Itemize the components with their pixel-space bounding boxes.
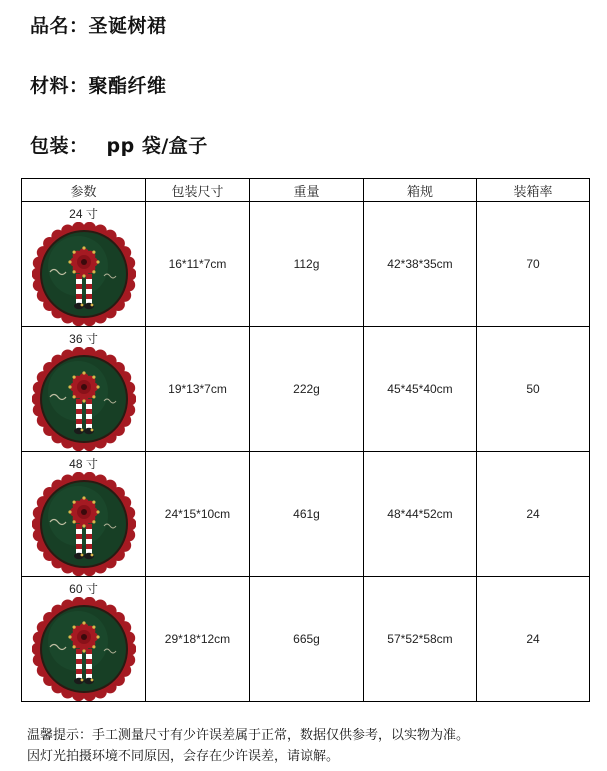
packing-rate-cell: 24 (477, 452, 590, 577)
table-row (22, 202, 590, 327)
material-line (30, 71, 167, 98)
col-header-params: 参数 (22, 179, 146, 202)
size-label: 36 寸 (69, 332, 98, 346)
carton-cell: 42*38*35cm (364, 202, 477, 327)
param-cell (22, 202, 146, 327)
notice-line-2: 因灯光拍摄环境不同原因，会存在少许误差，请谅解。 (27, 749, 340, 764)
table-row (22, 452, 590, 577)
material-value: 聚酯纤维 (88, 75, 167, 97)
product-name-line (30, 11, 167, 38)
param-cell (22, 327, 146, 452)
package-size-cell: 19*13*7cm (146, 327, 250, 452)
param-cell (22, 577, 146, 702)
col-header-package-size: 包装尺寸 (146, 179, 250, 202)
tree-skirt-image (32, 222, 136, 326)
tree-skirt-image (32, 347, 136, 451)
size-label: 48 寸 (69, 457, 98, 471)
weight-cell: 461g (250, 452, 364, 577)
package-size-cell: 16*11*7cm (146, 202, 250, 327)
col-header-carton: 箱规 (364, 179, 477, 202)
param-cell (22, 452, 146, 577)
material-label: 材料： (30, 75, 89, 97)
size-label: 60 寸 (69, 582, 98, 596)
spec-table (21, 178, 590, 702)
weight-cell: 112g (250, 202, 364, 327)
packing-rate-cell: 50 (477, 327, 590, 452)
size-label: 24 寸 (69, 207, 98, 221)
tree-skirt-image (32, 597, 136, 701)
packaging-line (30, 131, 208, 158)
carton-cell: 48*44*52cm (364, 452, 477, 577)
package-size-cell: 29*18*12cm (146, 577, 250, 702)
product-name-label: 品名： (30, 15, 89, 37)
col-header-weight: 重量 (250, 179, 364, 202)
packaging-value: pp 袋/盒子 (106, 135, 208, 157)
weight-cell: 222g (250, 327, 364, 452)
carton-cell: 45*45*40cm (364, 327, 477, 452)
table-header-row (22, 179, 590, 202)
packing-rate-cell: 24 (477, 577, 590, 702)
packing-rate-cell: 70 (477, 202, 590, 327)
table-row (22, 577, 590, 702)
packaging-label: 包装： (30, 135, 89, 157)
tree-skirt-image (32, 472, 136, 576)
col-header-packing-rate: 装箱率 (477, 179, 590, 202)
package-size-cell: 24*15*10cm (146, 452, 250, 577)
table-row (22, 327, 590, 452)
product-name-value: 圣诞树裙 (88, 15, 167, 37)
weight-cell: 665g (250, 577, 364, 702)
carton-cell: 57*52*58cm (364, 577, 477, 702)
notice-line-1: 温馨提示：手工测量尺寸有少许误差属于正常，数据仅供参考，以实物为准。 (27, 728, 470, 743)
